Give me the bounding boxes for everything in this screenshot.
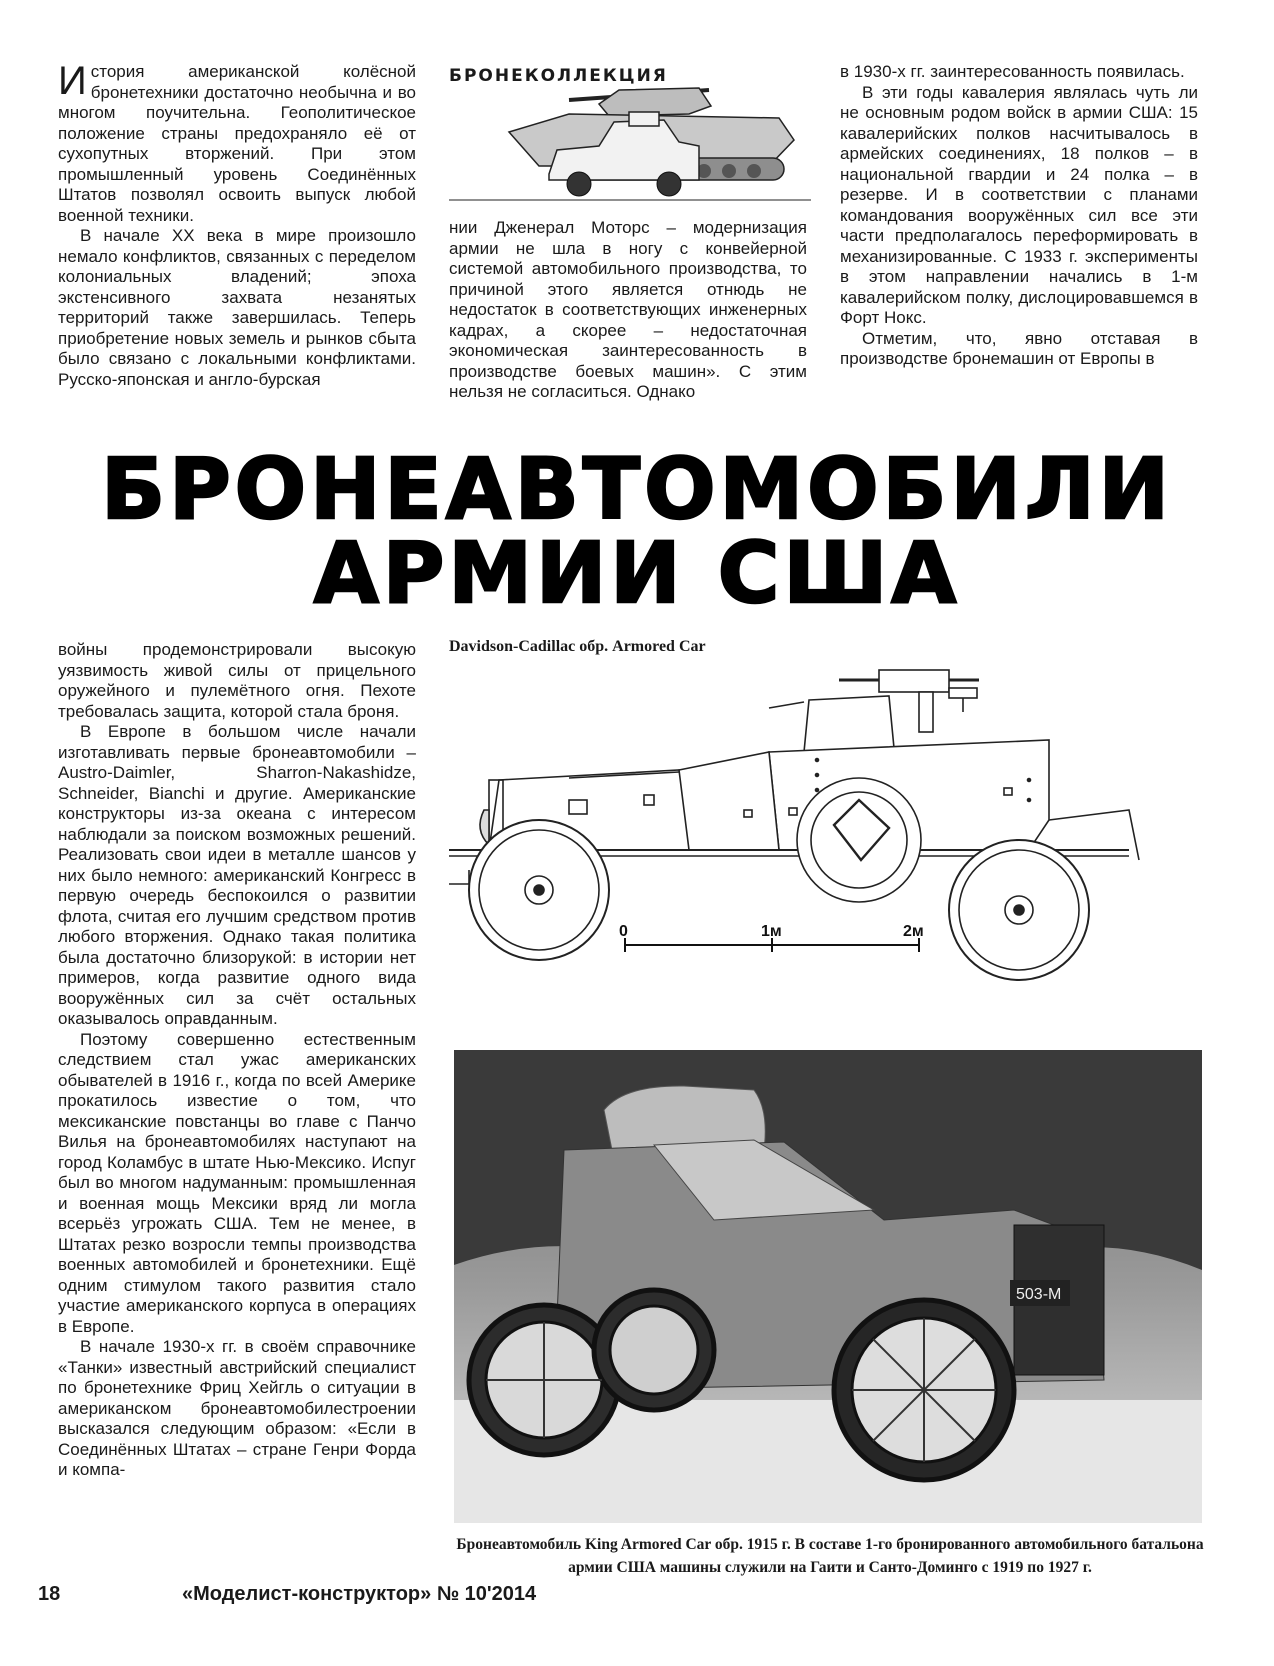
photo-caption: Бронеавтомобиль King Armored Car обр. 1915 г. В составе 1-го бронированного автомобильного батальона армии США машины служили на Гаити и Санто-Доминго с 1919 по 1927 г. <box>456 1536 1204 1576</box>
paragraph: В начале 1930-х гг. в своём справочнике «Танки» известный австрийский специалист по бронетехнике Фриц Хейгль о ситуации в американском бронеавтомобилестроении высказался следующим образом: «Если в Соединённых Штатах – стране Генри Форда и компа- <box>58 1337 416 1479</box>
page-number: 18 <box>38 1583 61 1605</box>
column-top-middle <box>449 218 807 403</box>
paragraph: В Европе в большом числе начали изготавливать первые бронеавтомобили – Austro-Daimler, Sharron-Nakashidze, Schneider, Bianchi и другие. Американские конструкторы из-за океана с интересом наблюдали за поиском возможных решений. Реализовать свои идеи в металле шансов у них было немного: американский Конгресс в первую очередь беспокоился о развитии флота, считая его лучшим средством против любого вторжения. Однако такая политика была достаточно близорукой: в истории нет примеров, когда развитие одного вида вооружённых сил за счёт остальных оказывалось оправданным. <box>58 722 416 1028</box>
paragraph: Отметим, что, явно отставая в производстве бронемашин от Европы в <box>840 328 1198 368</box>
king-armored-car-photo <box>454 1050 1202 1523</box>
headline-line-2: АРМИИ США <box>313 524 961 622</box>
paragraph: В эти годы кавалерия являлась чуть ли не основным родом войск в армии США: 15 кавалерийских полков насчитывалось в армейских соединениях, 18 полков – в национальной гвардии и 24 полка – в резерве. И в соответствии с планами командования вооружённых сил все эти части предполагалось переформировать в механизированные. С 1933 г. эксперименты в этом направлении начались в 1-м кавалерийском полку, дислоцировавшемся в Форт Нокс. <box>840 82 1198 327</box>
scale-label-0: 0 <box>619 923 628 940</box>
scale-label-1m: 1м <box>761 923 782 940</box>
armored-car-drawing <box>449 660 1249 1040</box>
historical-photo <box>454 1050 1202 1523</box>
rubric-label: БРОНЕКОЛЛЕКЦИЯ <box>449 66 668 86</box>
license-plate: 503-M <box>1016 1286 1062 1303</box>
paragraph-text: стория американской колёсной бронетехники достаточно необычна и во многом поучительна. Геополитическое положение страны предохраняло её от сухопутных вторжений. При этом промышленный уровень Соединённых Штатов позволял освоить выпуск любой военной техники. <box>58 62 416 225</box>
paragraph: нии Дженерал Моторс – модернизация армии не шла в ногу с конвейерной системой автомобильного производства, то причиной этого является отнюдь не недостаток в соответствующих инженерных кадрах, а скорее – недостаточная экономическая заинтересованность в производстве боевых машин». С этим нельзя не согласиться. Однако <box>449 218 807 401</box>
side-view-schematic <box>449 660 1249 1040</box>
headline-line-1: БРОНЕАВТОМОБИЛИ <box>101 440 1173 538</box>
column-lower-left <box>58 640 416 1481</box>
scale-label-2m: 2м <box>903 923 924 940</box>
dropcap: И <box>58 59 87 103</box>
column-top-right <box>840 62 1198 370</box>
figure-title: Davidson-Cadillac обр. Armored Car <box>449 638 706 655</box>
rubric-vehicle-illustration <box>449 62 811 202</box>
paragraph: В начале ХХ века в мире произошло немало конфликтов, связанных с переделом колониальных владений; эпоха экстенсивного захвата незанятых территорий также завершилась. Теперь приобретение новых земель и рынков сбыта было связано с локальными конфликтами. Русско-японская и англо-бурская <box>58 226 416 389</box>
paragraph <box>58 59 416 226</box>
column-top-left <box>58 59 416 390</box>
paragraph: в 1930-х гг. заинтересованность появилась. <box>840 62 1185 81</box>
paragraph: Поэтому совершенно естественным следствием стал ужас американских обывателей в 1916 г., когда по всей Америке прокатилось известие о том, что мексиканские повстанцы во главе с Панчо Вилья на бронеавтомобилях наступают на город Коламбус в штате Нью-Мексико. Испуг был во многом надуманным: промышленная и военная мощь Мексики вряд ли могла всерьёз угрожать США. Тем не менее, в Штатах резко возросли темпы производства военных автомобилей и бронетехники. Ещё одним стимулом такого развития стало участие американского корпуса в операциях в Европе. <box>58 1029 416 1336</box>
journal-title: «Моделист-конструктор» № 10'2014 <box>182 1583 537 1605</box>
rubric-block <box>449 62 811 202</box>
paragraph: войны продемонстрировали высокую уязвимость живой силы от прицельного оружейного и пулемётного огня. Пехоте требовалась защита, которой стала броня. <box>58 640 416 721</box>
